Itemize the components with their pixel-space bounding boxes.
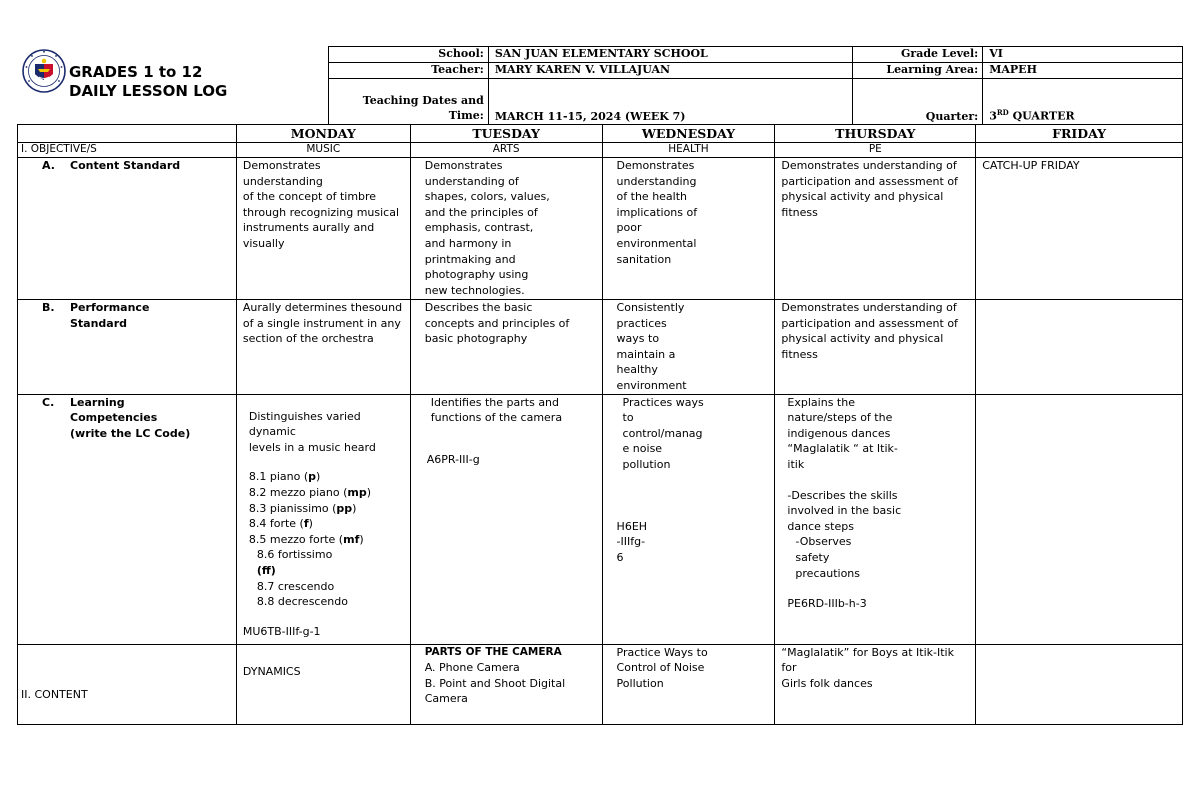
subject-thursday: PE <box>775 143 976 158</box>
lc-thursday-text: Explains the nature/steps of the indigenous dances “Maglalatik “ at Itik- itik <box>787 395 898 471</box>
content-standard-tuesday: Demonstrates understanding of shapes, colors, values, and the principles of emphasis, contrast, and harmony in printmaking and photography using new technologies. <box>410 158 602 300</box>
performance-standard-monday: Aurally determines thesound of a single instrument in any section of the orchestra <box>236 300 410 395</box>
performance-standard-label-cell <box>18 300 237 395</box>
content-monday: DYNAMICS <box>236 644 410 724</box>
lc-tuesday-text: Identifies the parts and functions of the camera <box>430 395 563 425</box>
lc-monday-ff: (ff) <box>256 563 276 577</box>
deped-seal-logo <box>21 47 67 102</box>
performance-standard-friday <box>976 300 1183 395</box>
lc-thursday-text2: -Describes the skills involved in the basic dance steps <box>787 488 902 533</box>
lc-tuesday-code: A6PR-III-g <box>426 452 480 466</box>
header-info-table <box>328 46 1183 125</box>
learning-competencies-thursday <box>775 394 976 644</box>
row-label: Learning Competencies (write the LC Code) <box>70 395 191 440</box>
lc-wednesday-text: Practices ways to control/manag e noise pollution <box>622 395 704 471</box>
performance-standard-row <box>18 300 1183 395</box>
subject-tuesday: ARTS <box>410 143 602 158</box>
day-header-row <box>18 125 1183 143</box>
subject-wednesday: HEALTH <box>602 143 775 158</box>
teacher-value: MARY KAREN V. VILLAJUAN <box>488 63 853 79</box>
document-title <box>69 63 227 101</box>
content-tuesday <box>410 644 602 724</box>
content-friday <box>976 644 1183 724</box>
objectives-label: I. OBJECTIVE/S <box>18 143 237 158</box>
grade-level-label: Grade Level: <box>853 47 983 63</box>
learning-competencies-friday <box>976 394 1183 644</box>
quarter-value <box>983 79 1183 125</box>
lc-monday-decrescendo: 8.8 decrescendo <box>256 595 348 609</box>
title-line-1: GRADES 1 to 12 <box>69 63 203 81</box>
title-line-2: DAILY LESSON LOG <box>69 82 228 100</box>
quarter-suffix: RD <box>996 108 1009 118</box>
lc-monday-item: 8.3 pianissimo (pp) <box>248 501 357 515</box>
day-tuesday: TUESDAY <box>410 125 602 143</box>
content-label: II. CONTENT <box>18 644 237 724</box>
row-letter: B. <box>42 301 55 314</box>
row-letter: A. <box>42 159 55 172</box>
subject-friday <box>976 143 1183 158</box>
corner-cell <box>18 125 237 143</box>
learning-competencies-monday <box>236 394 410 644</box>
lc-thursday-code: PE6RD-IIIb-h-3 <box>787 597 867 611</box>
day-wednesday: WEDNESDAY <box>602 125 775 143</box>
content-standard-row <box>18 158 1183 300</box>
content-standard-monday: Demonstrates understanding of the concept of timbre through recognizing musical instruments aurally and visually <box>236 158 410 300</box>
quarter-number: 3 <box>989 110 997 123</box>
lc-monday-item: 8.1 piano (p) <box>248 470 321 484</box>
row-letter: C. <box>42 395 55 409</box>
quarter-label: Quarter: <box>853 79 983 125</box>
subject-monday: MUSIC <box>236 143 410 158</box>
quarter-text: QUARTER <box>1008 110 1075 123</box>
school-label: School: <box>329 47 489 63</box>
learning-competencies-row <box>18 394 1183 644</box>
content-tuesday-list: A. Phone Camera B. Point and Shoot Digital Camera <box>424 661 566 706</box>
lc-monday-item: 8.5 mezzo forte (mf) <box>248 532 364 546</box>
content-standard-thursday: Demonstrates understanding of participation and assessment of physical activity and physical fitness <box>775 158 976 300</box>
lc-monday-intro: Distinguishes varied dynamic levels in a music heard <box>248 409 376 454</box>
lc-monday-item: 8.2 mezzo piano (mp) <box>248 485 372 499</box>
grade-level-value: VI <box>983 47 1183 63</box>
row-label: Performance Standard <box>70 301 150 330</box>
content-wednesday: Practice Ways to Control of Noise Pollution <box>602 644 775 724</box>
lc-wednesday-code: H6EH -IIIfg- 6 <box>616 519 648 564</box>
day-monday: MONDAY <box>236 125 410 143</box>
lc-monday-code: MU6TB-IIIf-g-1 <box>242 624 321 638</box>
content-thursday: “Maglalatik” for Boys at Itik-Itik for Girls folk dances <box>775 644 976 724</box>
lc-thursday-text3: -Observes safety precautions <box>795 535 861 580</box>
content-tuesday-title: PARTS OF THE CAMERA <box>424 645 562 658</box>
teacher-label: Teacher: <box>329 63 489 79</box>
performance-standard-thursday: Demonstrates understanding of participation and assessment of physical activity and physical fitness <box>775 300 976 395</box>
teaching-dates-value: MARCH 11-15, 2024 (WEEK 7) <box>488 79 853 125</box>
day-thursday: THURSDAY <box>775 125 976 143</box>
content-row <box>18 644 1183 724</box>
content-standard-wednesday: Demonstrates understanding of the health implications of poor environmental sanitation <box>602 158 775 300</box>
lc-monday-item: 8.4 forte (f) <box>248 517 313 531</box>
learning-area-value: MAPEH <box>983 63 1183 79</box>
performance-standard-tuesday: Describes the basic concepts and principles of basic photography <box>410 300 602 395</box>
lc-monday-fortissimo: 8.6 fortissimo <box>256 548 333 562</box>
learning-competencies-label-cell <box>18 394 237 644</box>
learning-competencies-wednesday <box>602 394 775 644</box>
row-label: Content Standard <box>70 159 181 172</box>
objectives-row <box>18 143 1183 158</box>
content-standard-label-cell <box>18 158 237 300</box>
lc-monday-crescendo: 8.7 crescendo <box>256 579 335 593</box>
learning-competencies-tuesday <box>410 394 602 644</box>
school-value: SAN JUAN ELEMENTARY SCHOOL <box>488 47 853 63</box>
performance-standard-wednesday: Consistently practices ways to maintain a healthy environment <box>602 300 775 395</box>
teaching-dates-label: Teaching Dates and Time: <box>329 79 489 125</box>
lesson-log-table <box>17 124 1183 725</box>
day-friday: FRIDAY <box>976 125 1183 143</box>
content-standard-friday: CATCH-UP FRIDAY <box>976 158 1183 300</box>
learning-area-label: Learning Area: <box>853 63 983 79</box>
